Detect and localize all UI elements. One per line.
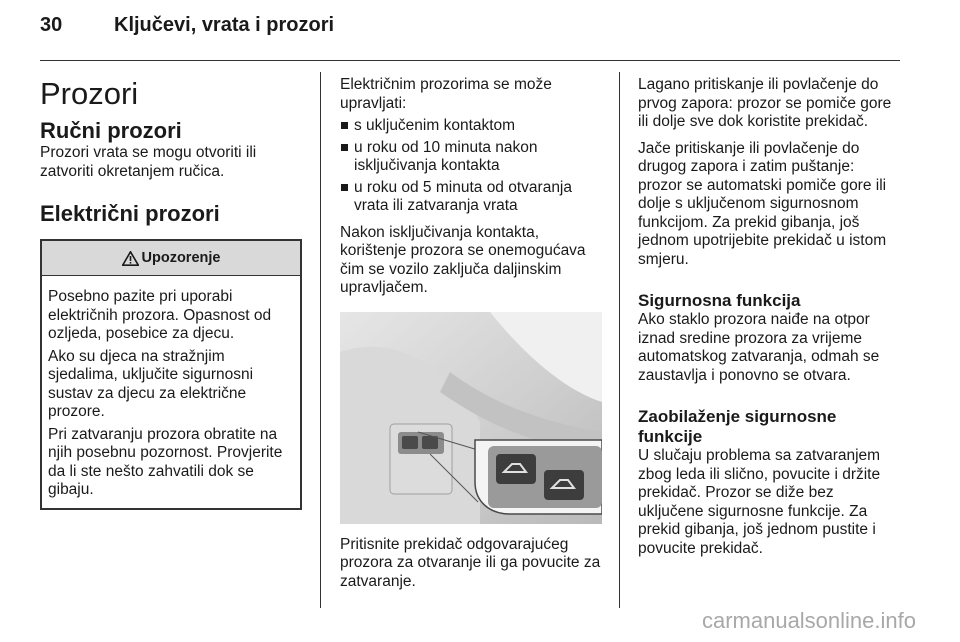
safety-function-text: Ako staklo prozora naiđe na otpor iznad sredine prozora za vrijeme automatskog zatvaranja, odmah se zaustavlja i ponovno se otvara. [638, 311, 880, 384]
watermark: carmanualsonline.info [701, 608, 916, 633]
section-title: Prozori [40, 76, 139, 111]
override-heading: Zaobilaženje sigurnosne funkcije [638, 407, 837, 446]
window-switch-photo [340, 312, 602, 524]
first-detent-text: Lagano pritiskanje ili povlačenje do prvog zapora: prozor se pomiče gore ili dolje sve dok koristite prekidač. [638, 76, 892, 130]
ignition-off-text: Nakon isključivanja kontakta, korištenje prozora se onemogućava čim se vozilo zaključa daljinskim upravljačem. [340, 223, 586, 296]
bullet-square-icon [341, 184, 348, 191]
warning-paragraph: Ako su djeca na stražnjim sjedalima, uključite sigurnosni sustav za djecu za električne prozore. [48, 347, 254, 420]
warning-header [42, 241, 300, 276]
column-1 [40, 76, 302, 510]
list-item: u roku od 5 minuta od otvaranja vrata ili zatvaranja vrata [340, 179, 602, 216]
column-2 [340, 76, 602, 591]
warning-body [42, 276, 300, 508]
override-text: U slučaju problema sa zatvaranjem zbog leda ili slično, povucite i držite prekidač. Prozor se diže bez uključene sigurnosne funkcije. Za prekid gibanja, još jednom pustite i povucite prekidač. [638, 447, 881, 557]
manual-windows-heading: Ručni prozori [40, 118, 182, 143]
list-item: s uključenim kontaktom [340, 117, 602, 136]
page-number: 30 [40, 14, 63, 36]
bullet-square-icon [341, 122, 348, 129]
warning-label: Upozorenje [141, 249, 221, 266]
column-divider-1 [320, 72, 321, 608]
warning-paragraph: Pri zatvaranju prozora obratite na njih posebnu pozornost. Provjerite da li ste nešto zahvatili dok se gibaju. [48, 425, 283, 498]
manual-windows-text: Prozori vrata se mogu otvoriti ili zatvoriti okretanjem ručica. [40, 144, 257, 180]
second-detent-text: Jače pritiskanje ili povlačenje do drugog zapora i zatim puštanje: prozor se automatski pomiče gore ili dolje s uključenom sigurnosnom funkcijom. Za prekid gibanja, još jednom upotrijebite prekidač u istom smjeru. [638, 139, 887, 268]
photo-caption: Pritisnite prekidač odgovarajućeg prozora za otvaranje ili ga povucite za zatvaranje. [340, 535, 601, 590]
warning-box [40, 239, 302, 510]
warning-triangle-icon [122, 251, 139, 266]
safety-function-heading: Sigurnosna funkcija [638, 291, 801, 310]
intro-text: Električnim prozorima se može upravljati: [340, 76, 552, 112]
column-3 [638, 76, 902, 558]
column-divider-2 [619, 72, 620, 608]
chapter-title: Ključevi, vrata i prozori [114, 14, 335, 36]
warning-paragraph: Posebno pazite pri uporabi električnih prozora. Opasnost od ozljeda, posebice za djecu. [48, 288, 272, 342]
conditions-list [340, 117, 602, 216]
bullet-square-icon [341, 144, 348, 151]
electric-windows-heading: Električni prozori [40, 201, 220, 226]
header-rule [40, 60, 900, 61]
list-item: u roku od 10 minuta nakon isključivanja kontakta [340, 139, 602, 176]
